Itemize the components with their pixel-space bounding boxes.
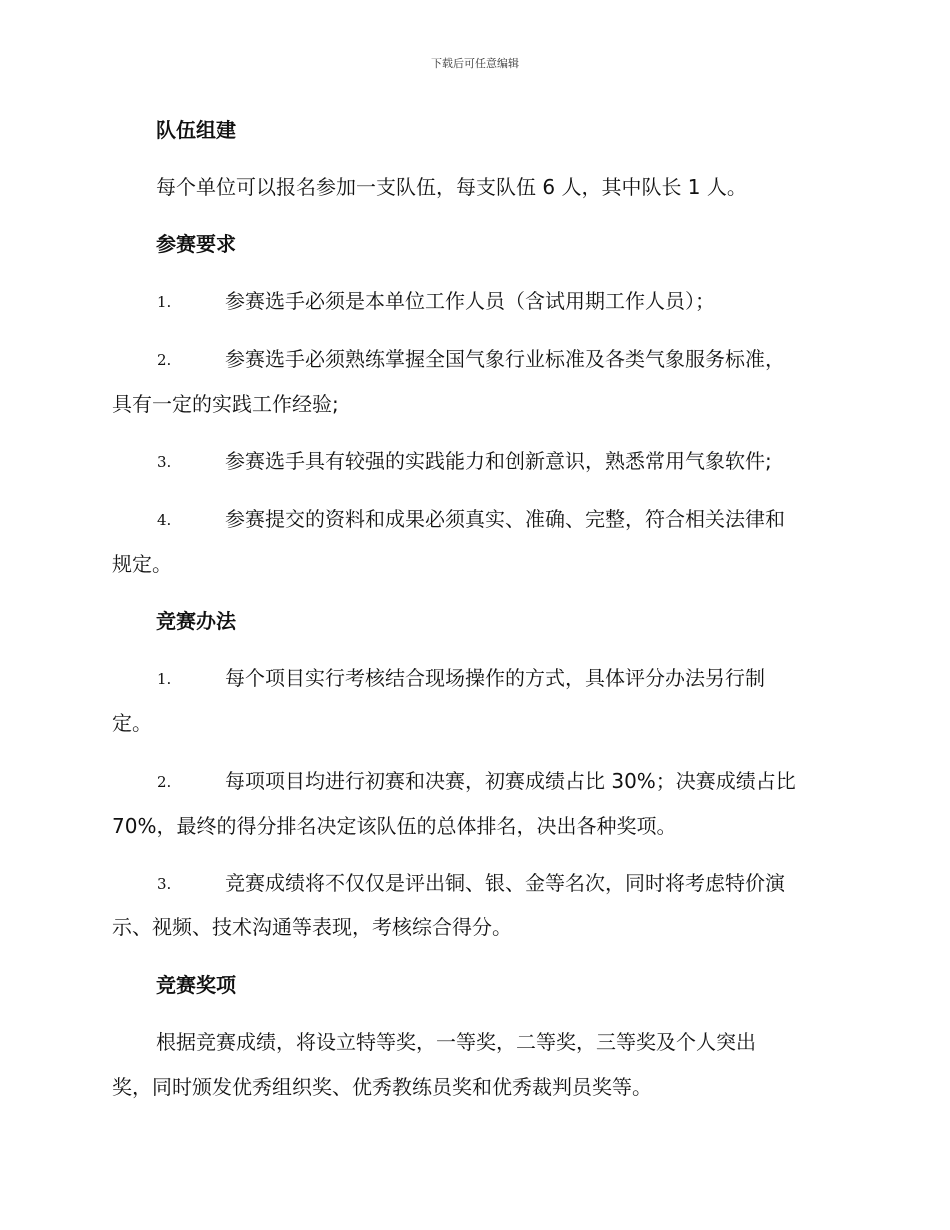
list-number: 4. — [157, 511, 172, 529]
list-item-text: 参赛选手必须熟练掌握全国气象行业标准及各类气象服务标准， — [225, 347, 785, 371]
list-number: 3. — [157, 875, 172, 893]
list-number: 2. — [157, 773, 172, 791]
awards-paragraph-line2: 奖，同时颁发优秀组织奖、优秀教练员奖和优秀裁判员奖等。 — [112, 1075, 652, 1099]
list-item-continuation: 70%，最终的得分排名决定该队伍的总体排名，决出各种奖项。 — [112, 814, 677, 838]
list-item-text: 竞赛成绩将不仅仅是评出铜、银、金等名次，同时将考虑特价演 — [225, 871, 785, 895]
page-header: 下载后可任意编辑 — [431, 57, 519, 70]
list-item-text: 参赛选手必须是本单位工作人员（含试用期工作人员）； — [225, 289, 715, 313]
list-number: 1. — [157, 670, 172, 688]
section-heading-team: 队伍组建 — [156, 118, 236, 142]
awards-paragraph-line1: 根据竞赛成绩，将设立特等奖，一等奖，二等奖，三等奖及个人突出 — [156, 1030, 756, 1054]
list-item-text: 每个项目实行考核结合现场操作的方式，具体评分办法另行制 — [225, 666, 765, 690]
section-heading-awards: 竞赛奖项 — [156, 973, 236, 997]
list-item-text: 参赛选手具有较强的实践能力和创新意识，熟悉常用气象软件; — [225, 449, 772, 473]
list-number: 3. — [157, 453, 172, 471]
section-heading-methods: 竞赛办法 — [156, 609, 236, 633]
list-item-text: 每项项目均进行初赛和决赛，初赛成绩占比 30%；决赛成绩占比 — [225, 769, 796, 793]
list-item-continuation: 定。 — [112, 711, 152, 735]
list-item-continuation: 具有一定的实践工作经验; — [112, 392, 339, 416]
section-heading-requirements: 参赛要求 — [156, 232, 236, 256]
list-number: 1. — [157, 293, 172, 311]
list-item-continuation: 示、视频、技术沟通等表现，考核综合得分。 — [112, 915, 512, 939]
list-item-continuation: 规定。 — [112, 552, 172, 576]
team-paragraph: 每个单位可以报名参加一支队伍，每支队伍 6 人，其中队长 1 人。 — [156, 175, 747, 199]
list-number: 2. — [157, 351, 172, 369]
list-item-text: 参赛提交的资料和成果必须真实、准确、完整，符合相关法律和 — [225, 507, 785, 531]
